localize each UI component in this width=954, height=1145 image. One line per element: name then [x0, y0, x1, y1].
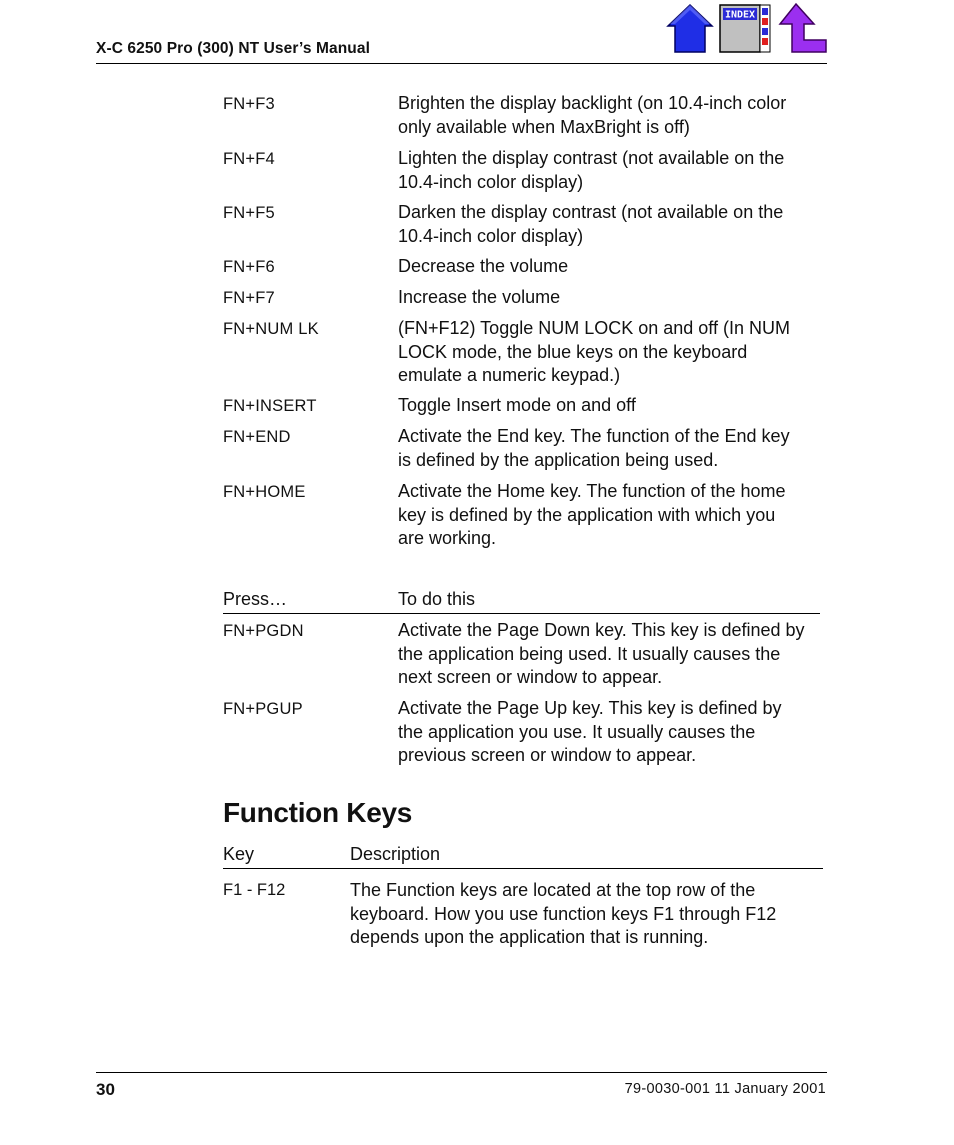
key-combination: FN+F7	[223, 289, 275, 307]
header-divider	[96, 63, 827, 64]
key-description	[398, 255, 828, 279]
section-title: Function Keys	[223, 797, 413, 828]
index-icon[interactable]	[718, 2, 772, 54]
description-line: Activate the Home key. The function of the home	[398, 481, 786, 501]
table-header-description: Description	[350, 844, 441, 864]
key-combination: FN+INSERT	[223, 397, 317, 415]
description-line: next screen or window to appear.	[398, 667, 663, 687]
table-header-rule	[223, 613, 820, 614]
description-line: Activate the End key. The function of the End key	[398, 426, 790, 446]
description-line: previous screen or window to appear.	[398, 745, 697, 765]
description-line: Activate the Page Up key. This key is defined by	[398, 698, 782, 718]
key-combination: FN+F3	[223, 95, 275, 113]
description-line: 10.4-inch color display)	[398, 171, 584, 192]
function-keys-header-rule	[223, 868, 823, 869]
key-combination: FN+PGDN	[223, 622, 304, 640]
description-line: Brighten the display backlight (on 10.4-inch color	[398, 93, 787, 113]
key-description	[398, 147, 828, 194]
description-line: Decrease the volume	[398, 256, 569, 276]
description-line: Lighten the display contrast (not available on the	[398, 148, 785, 168]
description-line: Activate the Page Down key. This key is defined by	[398, 620, 805, 640]
navigation-icons	[666, 2, 828, 54]
key-combination: FN+F5	[223, 204, 275, 222]
key-combination: FN+F6	[223, 258, 275, 276]
description-line: Darken the display contrast (not available on the	[398, 202, 784, 222]
key-description	[398, 619, 828, 690]
description-line: LOCK mode, the blue keys on the keyboard	[398, 341, 748, 362]
table-header-key: Key	[223, 844, 255, 864]
key-description	[398, 201, 828, 248]
description-line: the application being used. It usually causes the	[398, 643, 781, 664]
key-description	[398, 317, 828, 388]
function-key-label: F1 - F12	[223, 881, 286, 899]
home-icon[interactable]	[666, 2, 714, 54]
key-combination: FN+PGUP	[223, 700, 303, 718]
page-number: 30	[96, 1080, 115, 1099]
description-line: 10.4-inch color display)	[398, 225, 584, 246]
footer-divider	[96, 1072, 827, 1073]
description-line: keyboard. How you use function keys F1 through F12	[350, 903, 777, 924]
key-description	[398, 394, 828, 418]
table-header-to-do-this: To do this	[398, 589, 476, 609]
description-line: depends upon the application that is running.	[350, 927, 709, 947]
description-line: the application you use. It usually causes the	[398, 721, 756, 742]
description-line: The Function keys are located at the top row of the	[350, 880, 756, 900]
key-description	[398, 480, 828, 551]
key-combination: FN+NUM LK	[223, 320, 319, 338]
key-description	[398, 697, 828, 768]
running-header-title: X-C 6250 Pro (300) NT User’s Manual	[96, 40, 370, 57]
function-key-description	[350, 879, 776, 950]
description-line: (FN+F12) Toggle NUM LOCK on and off (In NUM	[398, 318, 790, 338]
description-line: are working.	[398, 528, 497, 548]
description-line: Toggle Insert mode on and off	[398, 395, 636, 415]
back-arrow-icon[interactable]	[776, 2, 828, 54]
index-icon-label: INDEX	[724, 9, 756, 21]
description-line: Increase the volume	[398, 287, 561, 307]
description-line: is defined by the application being used.	[398, 449, 719, 470]
key-combination: FN+END	[223, 428, 291, 446]
description-line: key is defined by the application with which you	[398, 504, 776, 525]
key-combination: FN+HOME	[223, 483, 306, 501]
description-line: emulate a numeric keypad.)	[398, 365, 621, 385]
document-id-date: 79-0030-001 11 January 2001	[624, 1081, 826, 1097]
key-description	[398, 92, 828, 139]
table-header-press: Press…	[223, 589, 288, 609]
key-combination: FN+F4	[223, 150, 275, 168]
key-description	[398, 286, 828, 310]
key-description	[398, 425, 828, 472]
description-line: only available when MaxBright is off)	[398, 116, 690, 137]
